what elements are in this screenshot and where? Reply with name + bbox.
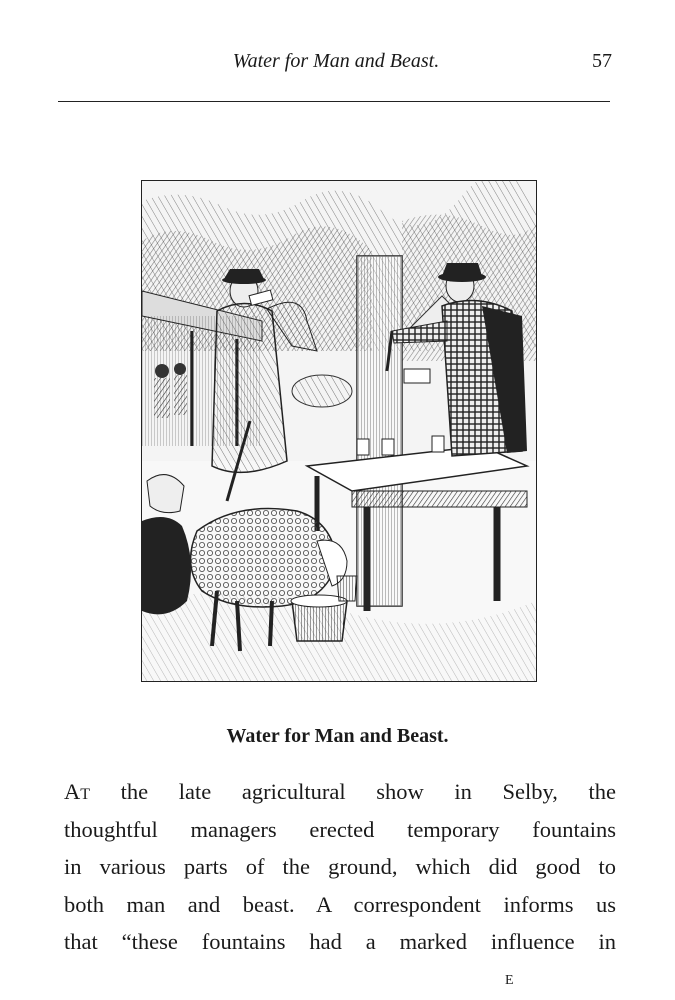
body-paragraph: [64, 773, 616, 961]
engraving-illustration: [141, 180, 537, 682]
drop-word: At: [64, 779, 91, 804]
header-rule: [58, 101, 610, 102]
body-line-5: that “these fountains had a marked influence in: [64, 929, 616, 954]
body-line-3: in various parts of the ground, which did good to: [64, 854, 616, 879]
body-line-2: thoughtful managers erected temporary fountains: [64, 816, 616, 842]
page-number: 57: [592, 50, 612, 72]
body-line-1-text: the late agricultural show in Selby, the: [90, 779, 616, 804]
running-title: Water for Man and Beast.: [232, 50, 440, 72]
figure-caption: Water for Man and Beast.: [226, 725, 449, 747]
engraving-drawing: [142, 181, 536, 681]
running-head: [60, 50, 612, 80]
body-line-4: both man and beast. A correspondent informs us: [64, 891, 616, 917]
signature-mark: E: [505, 973, 514, 988]
body-line-1: [64, 773, 616, 811]
